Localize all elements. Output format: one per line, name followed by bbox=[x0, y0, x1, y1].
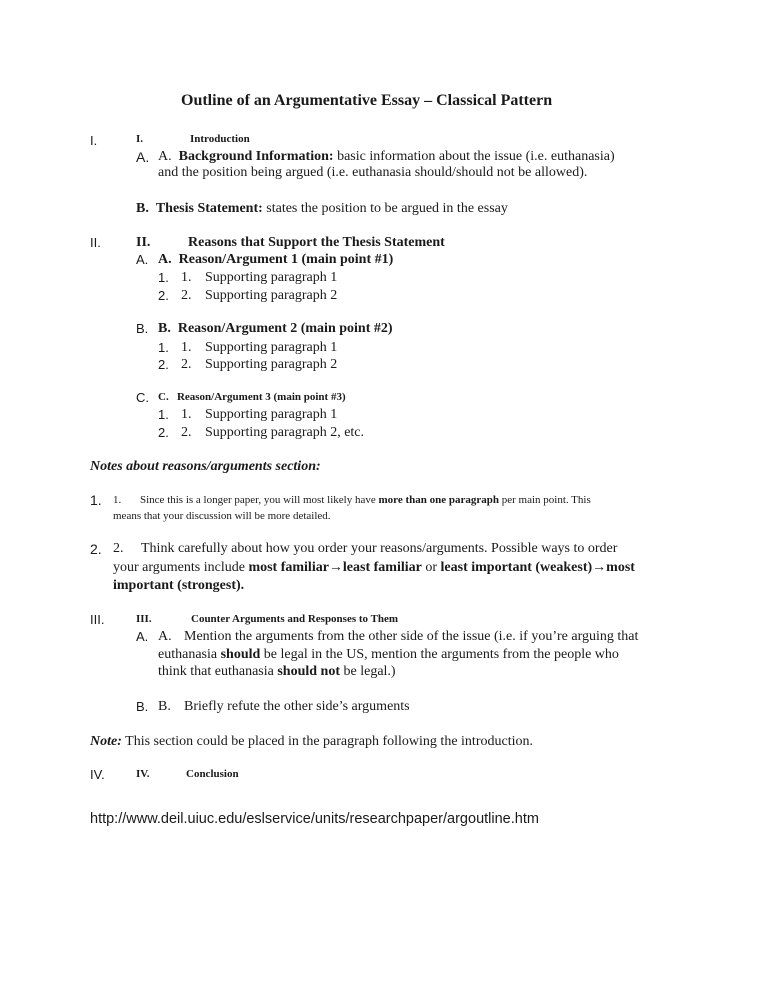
section-heading: Counter Arguments and Responses to Them bbox=[191, 613, 399, 625]
item-letter: A. bbox=[136, 629, 149, 644]
item-letter: B. bbox=[158, 699, 171, 714]
item-line bbox=[136, 201, 508, 217]
section-number: IV. bbox=[136, 768, 150, 780]
item-number: 2. bbox=[158, 425, 169, 440]
note-line bbox=[90, 734, 533, 750]
item-text: be legal in the US, mention the arguments from the people who bbox=[263, 647, 619, 662]
section-number: IV. bbox=[90, 767, 105, 782]
item-letter: C. bbox=[136, 390, 149, 405]
note-number: 2. bbox=[90, 541, 102, 557]
item-text: states the position to be argued in the essay bbox=[266, 201, 508, 216]
note-number: 2. bbox=[113, 541, 124, 556]
note-emphasis: least familiar bbox=[342, 560, 422, 575]
supporting-paragraph: Supporting paragraph 1 bbox=[205, 407, 338, 422]
section-heading: Conclusion bbox=[186, 768, 239, 780]
item-text: euthanasia bbox=[158, 647, 218, 662]
section-heading: Introduction bbox=[190, 133, 250, 145]
section-number: II. bbox=[90, 235, 101, 250]
note-text: per main point. This bbox=[501, 494, 591, 506]
arrow-icon: → bbox=[328, 560, 343, 575]
reason-line bbox=[158, 321, 393, 337]
section-number: II. bbox=[136, 235, 151, 250]
note-emphasis: least important (weakest) bbox=[440, 560, 593, 575]
item-number: 1. bbox=[158, 270, 169, 285]
item-letter: A. bbox=[158, 629, 172, 644]
note-text: your arguments include bbox=[113, 560, 245, 575]
item-text: basic information about the issue (i.e. euthanasia) bbox=[337, 149, 615, 164]
note-number: 1. bbox=[90, 492, 102, 508]
item-label: Thesis Statement: bbox=[155, 201, 263, 216]
item-number: 2. bbox=[181, 357, 192, 372]
item-text: Mention the arguments from the other side of the issue (i.e. if you’re arguing that bbox=[184, 629, 639, 644]
supporting-paragraph: Supporting paragraph 2, etc. bbox=[205, 425, 365, 440]
reason-label: Reason/Argument 3 (main point #3) bbox=[176, 391, 346, 403]
section-number: I. bbox=[136, 133, 144, 145]
note-text: This section could be placed in the paragraph following the introduction. bbox=[125, 734, 533, 749]
note-emphasis: most bbox=[606, 560, 635, 575]
item-number: 1. bbox=[181, 340, 192, 355]
note-text: Think carefully about how you order your reasons/arguments. Possible ways to order bbox=[141, 541, 618, 556]
item-letter: B. bbox=[136, 201, 149, 216]
item-letter: C. bbox=[158, 391, 169, 403]
note-label: Note: bbox=[90, 734, 122, 749]
item-letter: B. bbox=[158, 321, 171, 336]
reason-label: Reason/Argument 2 (main point #2) bbox=[177, 321, 393, 336]
item-number: 2. bbox=[181, 425, 192, 440]
reason-line bbox=[158, 391, 346, 403]
note-text: Since this is a longer paper, you will most likely have bbox=[140, 494, 376, 506]
item-line bbox=[158, 149, 615, 165]
item-text: and the position being argued (i.e. euthanasia should/should not be allowed). bbox=[158, 165, 588, 180]
item-letter: A. bbox=[158, 149, 172, 164]
item-letter: B. bbox=[136, 699, 149, 714]
item-number: 1. bbox=[181, 407, 192, 422]
item-text: Briefly refute the other side’s arguments bbox=[184, 699, 410, 714]
note-text bbox=[140, 494, 591, 506]
section-number: III. bbox=[90, 612, 105, 627]
reason-label: Reason/Argument 1 (main point #1) bbox=[178, 252, 394, 267]
note-text bbox=[113, 560, 635, 576]
item-number: 2. bbox=[158, 288, 169, 303]
item-letter: B. bbox=[136, 321, 149, 336]
item-emphasis: should bbox=[220, 647, 261, 662]
note-text: means that your discussion will be more detailed. bbox=[113, 510, 331, 522]
section-heading: Reasons that Support the Thesis Statement bbox=[188, 235, 445, 250]
item-number: 1. bbox=[158, 340, 169, 355]
reason-line bbox=[158, 252, 393, 268]
item-number: 2. bbox=[181, 288, 192, 303]
section-number: I. bbox=[90, 133, 98, 148]
notes-heading: Notes about reasons/arguments section: bbox=[90, 459, 321, 474]
item-emphasis: should not bbox=[277, 664, 341, 679]
arrow-icon: → bbox=[592, 560, 607, 575]
item-text bbox=[158, 664, 396, 680]
section-number: III. bbox=[136, 613, 152, 625]
item-letter: A. bbox=[136, 149, 150, 165]
note-text: or bbox=[425, 560, 438, 575]
note-emphasis: more than one paragraph bbox=[378, 494, 499, 506]
note-emphasis: important (strongest). bbox=[113, 578, 245, 593]
note-number: 1. bbox=[113, 494, 122, 506]
supporting-paragraph: Supporting paragraph 1 bbox=[205, 340, 338, 355]
item-number: 2. bbox=[158, 357, 169, 372]
item-number: 1. bbox=[181, 270, 192, 285]
item-letter: A. bbox=[158, 252, 172, 267]
source-url: http://www.deil.uiuc.edu/eslservice/units/researchpaper/argoutline.htm bbox=[90, 811, 539, 827]
supporting-paragraph: Supporting paragraph 2 bbox=[205, 288, 338, 303]
supporting-paragraph: Supporting paragraph 2 bbox=[205, 357, 338, 372]
item-text bbox=[158, 647, 619, 663]
item-text: think that euthanasia bbox=[158, 664, 274, 679]
item-letter: A. bbox=[136, 252, 149, 267]
note-emphasis: most familiar bbox=[248, 560, 329, 575]
item-label: Background Information: bbox=[178, 149, 334, 164]
item-text: be legal.) bbox=[343, 664, 396, 679]
supporting-paragraph: Supporting paragraph 1 bbox=[205, 270, 338, 285]
page-title: Outline of an Argumentative Essay – Classical Pattern bbox=[181, 92, 553, 109]
item-number: 1. bbox=[158, 407, 169, 422]
